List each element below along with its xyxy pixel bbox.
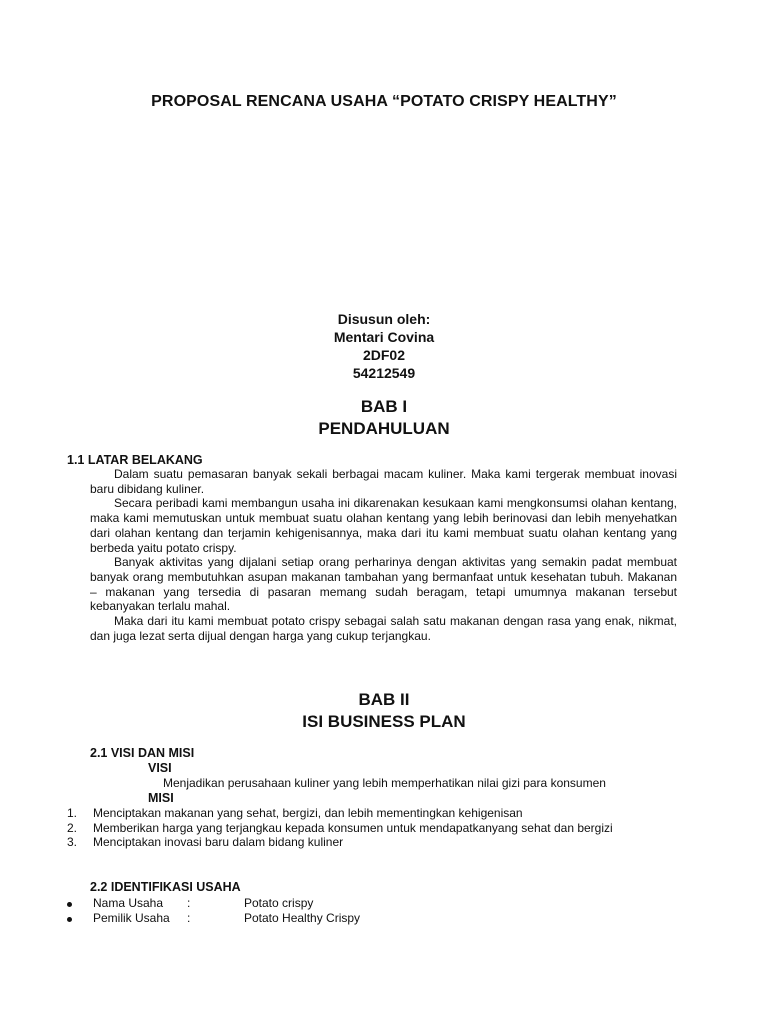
list-number: 1. — [67, 806, 78, 820]
chapter-1-title: PENDAHULUAN — [318, 419, 450, 438]
misi-label: MISI — [148, 791, 174, 805]
list-item — [67, 806, 613, 821]
field-key: Nama Usaha — [93, 896, 164, 910]
author-block — [0, 310, 768, 382]
document-title: PROPOSAL RENCANA USAHA “POTATO CRISPY HEALTHY” — [151, 93, 617, 110]
section-2-2-heading: 2.2 IDENTIFIKASI USAHA — [90, 880, 241, 894]
visi-text: Menjadikan perusahaan kuliner yang lebih memperhatikan nilai gizi para konsumen — [163, 776, 606, 790]
prepared-by-label: Disusun oleh: — [337, 311, 431, 327]
list-item — [67, 896, 567, 911]
paragraph: Maka dari itu kami membuat potato crispy sebagai salah satu makanan dengan rasa yang enak, nikmat, dan juga lezat serta dijual dengan harga yang cukup terjangkau. — [90, 614, 677, 643]
visi-label: VISI — [148, 761, 172, 775]
section-2-1-heading: 2.1 VISI DAN MISI — [90, 746, 195, 760]
list-item — [67, 835, 613, 850]
paragraph: Secara peribadi kami membangun usaha ini dikarenakan kesukaan kami mengkonsumsi olahan kentang, maka kami memutuskan untuk membuat suatu olahan kentang yang lebih berinovasi dan lebih menyehatkan dari olahan kentang dan terjamin kehigenisannya, maka dari itu kami membuat suatu olahan kentang yang berbeda yaitu potato crispy. — [90, 496, 677, 555]
bullet-icon — [67, 902, 72, 907]
list-text: Menciptakan makanan yang sehat, bergizi, dan lebih mementingkan kehigenisan — [93, 806, 523, 820]
list-item — [67, 821, 613, 836]
chapter-1-heading — [0, 396, 768, 440]
misi-list — [67, 806, 613, 850]
list-number: 2. — [67, 820, 78, 835]
author-class: 2DF02 — [362, 347, 406, 363]
paragraph: Dalam suatu pemasaran banyak sekali berbagai macam kuliner. Maka kami tergerak membuat inovasi baru dibidang kuliner. — [90, 467, 677, 496]
field-value: Potato Healthy Crispy — [244, 911, 361, 925]
field-key: Pemilik Usaha — [93, 911, 170, 925]
latar-belakang-body — [90, 467, 677, 643]
chapter-2-label: BAB II — [358, 690, 410, 709]
chapter-2-heading — [0, 689, 768, 733]
section-1-1-heading: 1.1 LATAR BELAKANG — [67, 453, 203, 467]
identifikasi-list — [67, 896, 567, 926]
list-text: Memberikan harga yang terjangkau kepada konsumen untuk mendapatkanyang sehat dan bergizi — [93, 820, 613, 835]
bullet-icon — [67, 917, 72, 922]
field-separator: : — [187, 911, 191, 925]
chapter-2-title: ISI BUSINESS PLAN — [302, 712, 466, 731]
author-name: Mentari Covina — [333, 329, 435, 345]
list-item — [67, 911, 567, 926]
list-number: 3. — [67, 835, 78, 850]
author-npm: 54212549 — [352, 365, 416, 381]
field-separator: : — [187, 896, 191, 910]
chapter-1-label: BAB I — [360, 397, 408, 416]
paragraph: Banyak aktivitas yang dijalani setiap orang perharinya dengan aktivitas yang semakin padat membuat banyak orang membutuhkan asupan makanan tambahan yang bermanfaat untuk kesehatan tubuh. Makanan – makanan yang tersedia di pasaran memang sudah beragam, tetapi umumnya makanan tersebut kebanyakan terlalu mahal. — [90, 555, 677, 614]
field-value: Potato crispy — [244, 896, 314, 910]
list-text: Menciptakan inovasi baru dalam bidang kuliner — [93, 835, 344, 850]
